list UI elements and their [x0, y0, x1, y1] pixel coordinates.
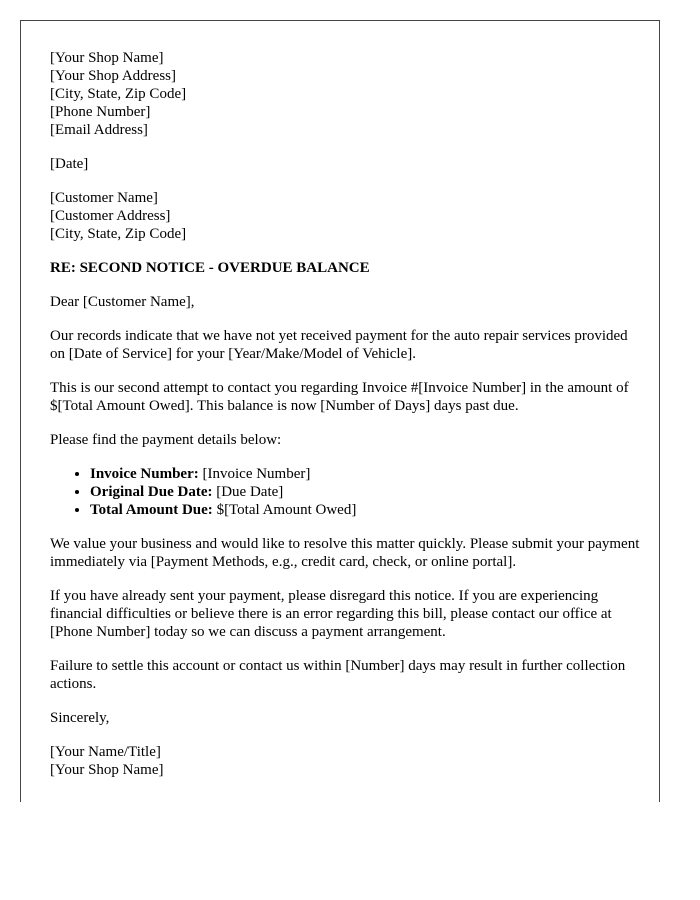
recipient-city-state-zip: [City, State, Zip Code]: [50, 226, 187, 242]
total-amount-due-label: Total Amount Due:: [90, 502, 213, 518]
original-due-date-label: Original Due Date:: [90, 484, 213, 500]
paragraph-collection-warning: Failure to settle this account or contact us within [Number] days may result in further collection actions.: [50, 658, 626, 692]
invoice-number-value: [Invoice Number]: [198, 466, 311, 482]
subject-line: RE: SECOND NOTICE - OVERDUE BALANCE: [50, 260, 370, 276]
recipient-address-block: [50, 189, 640, 243]
recipient-address: [Customer Address]: [50, 208, 171, 224]
paragraph-resolve-quickly: We value your business and would like to resolve this matter quickly. Please submit your payment immediately via [Payment Methods, e.g., credit card, check, or online portal].: [50, 536, 640, 570]
paragraph-second-attempt: This is our second attempt to contact you regarding Invoice #[Invoice Number] in the amount of $[Total Amount Owed]. This balance is now [Number of Days] days past due.: [50, 380, 629, 414]
sender-address-block: [50, 49, 640, 139]
list-item-original-due-date: [90, 483, 640, 501]
paragraph-already-paid: If you have already sent your payment, please disregard this notice. If you are experiencing financial difficulties or believe there is an error regarding this bill, please contact our office at [Phone Number] today so we can discuss a payment arrangement.: [50, 588, 612, 640]
signature-name-title: [Your Name/Title]: [50, 744, 161, 760]
list-item-invoice-number: [90, 465, 640, 483]
letter-content: [50, 49, 640, 795]
signature-shop-name: [Your Shop Name]: [50, 762, 164, 778]
original-due-date-value: [Due Date]: [212, 484, 284, 500]
salutation: Dear [Customer Name],: [50, 294, 195, 310]
sender-phone: [Phone Number]: [50, 104, 151, 120]
invoice-number-label: Invoice Number:: [90, 466, 199, 482]
recipient-name: [Customer Name]: [50, 190, 158, 206]
sender-shop-name: [Your Shop Name]: [50, 50, 164, 66]
letter-page: [20, 20, 660, 802]
paragraph-services: Our records indicate that we have not yet received payment for the auto repair services provided on [Date of Service] for your [Year/Make/Model of Vehicle].: [50, 328, 628, 362]
sender-shop-address: [Your Shop Address]: [50, 68, 176, 84]
sender-city-state-zip: [City, State, Zip Code]: [50, 86, 187, 102]
letter-date: [Date]: [50, 156, 89, 172]
paragraph-payment-details-intro: Please find the payment details below:: [50, 432, 282, 448]
letter-date-block: [50, 155, 640, 173]
signature-block: [50, 743, 640, 779]
total-amount-due-value: $[Total Amount Owed]: [212, 502, 357, 518]
closing-sign-off: Sincerely,: [50, 710, 110, 726]
list-item-total-amount-due: [90, 501, 640, 519]
sender-email: [Email Address]: [50, 122, 148, 138]
payment-details-list: [50, 465, 640, 519]
